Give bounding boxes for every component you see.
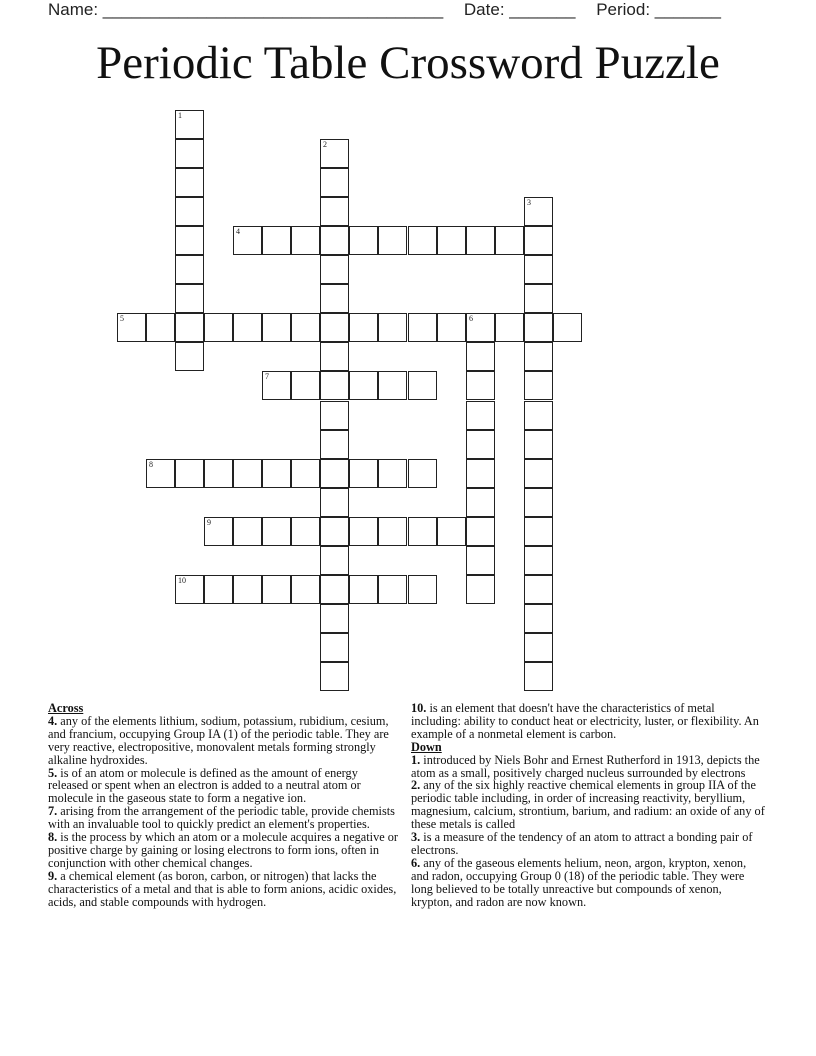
clue-across-8 (48, 831, 400, 870)
crossword-cell[interactable] (175, 197, 204, 226)
crossword-cell[interactable] (175, 139, 204, 168)
crossword-cell[interactable] (466, 401, 495, 430)
crossword-cell[interactable] (378, 371, 407, 400)
crossword-cell[interactable] (349, 226, 378, 255)
crossword-cell[interactable] (378, 517, 407, 546)
crossword-cell[interactable] (408, 459, 437, 488)
crossword-cell[interactable] (175, 284, 204, 313)
crossword-cell[interactable] (524, 488, 553, 517)
crossword-cell[interactable] (175, 313, 204, 342)
crossword-cell[interactable] (320, 139, 349, 168)
cell-number: 6 (469, 314, 473, 323)
cell-number: 10 (178, 576, 186, 585)
crossword-cell[interactable] (524, 546, 553, 575)
clue-across-5 (48, 767, 400, 806)
crossword-cell[interactable] (466, 371, 495, 400)
crossword-cell[interactable] (117, 313, 146, 342)
clue-down-1 (411, 754, 766, 780)
crossword-cell[interactable] (204, 575, 233, 604)
cell-number: 3 (527, 198, 531, 207)
crossword-cell[interactable] (175, 110, 204, 139)
page-title: Periodic Table Crossword Puzzle (96, 37, 720, 89)
clue-number: 6. (411, 855, 421, 870)
crossword-cell[interactable] (291, 517, 320, 546)
crossword-cell[interactable] (349, 313, 378, 342)
down-heading: Down (411, 739, 442, 754)
crossword-cell[interactable] (320, 459, 349, 488)
crossword-cell[interactable] (175, 226, 204, 255)
crossword-cell[interactable] (466, 517, 495, 546)
clues-right-column (411, 702, 766, 909)
crossword-cell[interactable] (524, 662, 553, 691)
clue-text: is an element that doesn't have the characteristics of metal including: ability to conduct heat or electricity, luster, or flexibility. An example of a nonmetal element is carbon. (411, 701, 759, 741)
crossword-cell[interactable] (175, 459, 204, 488)
crossword-cell[interactable] (524, 459, 553, 488)
crossword-cell[interactable] (378, 313, 407, 342)
clue-text: is a measure of the tendency of an atom to attract a bonding pair of electrons. (411, 830, 753, 857)
crossword-cell[interactable] (320, 284, 349, 313)
crossword-cell[interactable] (524, 575, 553, 604)
cell-number: 5 (120, 314, 124, 323)
crossword-cell[interactable] (291, 459, 320, 488)
crossword-cell[interactable] (408, 517, 437, 546)
crossword-cell[interactable] (524, 197, 553, 226)
date-field[interactable]: Date: _______ (463, 0, 576, 19)
crossword-cell[interactable] (291, 226, 320, 255)
clue-number: 10. (411, 701, 427, 715)
clue-down-3 (411, 831, 766, 857)
crossword-cell[interactable] (466, 313, 495, 342)
crossword-cell[interactable] (349, 459, 378, 488)
crossword-cell[interactable] (495, 313, 524, 342)
crossword-cell[interactable] (495, 226, 524, 255)
clue-number: 3. (411, 830, 421, 845)
crossword-cell[interactable] (233, 575, 262, 604)
crossword-cell[interactable] (466, 488, 495, 517)
clue-across-9 (48, 870, 400, 909)
crossword-cell[interactable] (320, 662, 349, 691)
crossword-cell[interactable] (233, 313, 262, 342)
clue-number: 1. (411, 752, 421, 767)
clue-text: is the process by which an atom or a molecule acquires a negative or positive charge by gaining or losing electrons to form ions, often in conjunction with other chemical changes. (48, 830, 399, 870)
crossword-cell[interactable] (320, 197, 349, 226)
cell-number: 4 (236, 227, 240, 236)
crossword-cell[interactable] (553, 313, 582, 342)
clue-number: 4. (48, 713, 58, 728)
clue-down-2 (411, 779, 766, 831)
crossword-cell[interactable] (524, 604, 553, 633)
crossword-cell[interactable] (320, 517, 349, 546)
crossword-cell[interactable] (204, 459, 233, 488)
crossword-cell[interactable] (408, 575, 437, 604)
crossword-cell[interactable] (466, 342, 495, 371)
crossword-cell[interactable] (378, 459, 407, 488)
clue-text: any of the elements lithium, sodium, potassium, rubidium, cesium, and francium, occupying Group IA (1) of the periodic table. They are very reactive, electropositive, monovalent metals forming strongly alkaline hydroxides. (48, 713, 389, 767)
crossword-cell[interactable] (146, 459, 175, 488)
crossword-cell[interactable] (466, 546, 495, 575)
crossword-cell[interactable] (524, 342, 553, 371)
crossword-cell[interactable] (320, 604, 349, 633)
crossword-cell[interactable] (320, 488, 349, 517)
clue-across-7 (48, 805, 400, 831)
crossword-cell[interactable] (320, 313, 349, 342)
crossword-cell[interactable] (320, 371, 349, 400)
crossword-cell[interactable] (408, 226, 437, 255)
crossword-cell[interactable] (524, 401, 553, 430)
cell-number: 7 (265, 372, 269, 381)
crossword-cell[interactable] (146, 313, 175, 342)
crossword-cell[interactable] (204, 517, 233, 546)
crossword-cell[interactable] (233, 517, 262, 546)
clue-across-4 (48, 715, 400, 767)
crossword-cell[interactable] (466, 575, 495, 604)
crossword-cell[interactable] (437, 226, 466, 255)
crossword-cell[interactable] (524, 633, 553, 662)
clues-left-column (48, 702, 400, 909)
crossword-cell[interactable] (408, 313, 437, 342)
crossword-cell[interactable] (378, 226, 407, 255)
clue-text: is of an atom or molecule is defined as the amount of energy released or spent when an electron is added to a neutral atom or molecule in the gaseous state to form a negative ion. (48, 765, 361, 806)
crossword-cell[interactable] (291, 575, 320, 604)
crossword-cell[interactable] (320, 255, 349, 284)
crossword-cell[interactable] (349, 517, 378, 546)
crossword-cell[interactable] (524, 430, 553, 459)
clue-text: introduced by Niels Bohr and Ernest Rutherford in 1913, depicts the atom as a small, positively charged nucleus surrounded by electrons (411, 752, 760, 780)
crossword-cell[interactable] (262, 517, 291, 546)
clue-down-6 (411, 857, 766, 909)
cell-number: 1 (178, 111, 182, 120)
crossword-cell[interactable] (320, 546, 349, 575)
crossword-cell[interactable] (262, 226, 291, 255)
crossword-cell[interactable] (262, 459, 291, 488)
clue-number: 7. (48, 804, 58, 819)
crossword-cell[interactable] (378, 575, 407, 604)
crossword-cell[interactable] (466, 459, 495, 488)
crossword-cell[interactable] (320, 430, 349, 459)
crossword-cell[interactable] (437, 313, 466, 342)
clue-text: arising from the arrangement of the periodic table, provide chemists with an invaluable tool to quickly predict an element's properties. (48, 804, 395, 832)
crossword-cell[interactable] (408, 371, 437, 400)
crossword-cell[interactable] (233, 459, 262, 488)
crossword-cell[interactable] (466, 430, 495, 459)
cell-number: 2 (323, 140, 327, 149)
cell-number: 9 (207, 518, 211, 527)
crossword-cell[interactable] (349, 371, 378, 400)
crossword-cell[interactable] (349, 575, 378, 604)
across-heading: Across (48, 701, 84, 715)
clue-text: any of the six highly reactive chemical elements in group IIA of the periodic table including, in order of increasing reactivity, beryllium, magnesium, calcium, strontium, barium, and radium: an oxide of any of these metals is called (411, 778, 765, 832)
clue-number: 8. (48, 830, 58, 845)
clue-text: any of the gaseous elements helium, neon, argon, krypton, xenon, and radon, occupying Group 0 (18) of the periodic table. They were long believed to be totally unreactive but compounds of xenon, krypton, and radon are now known. (411, 855, 747, 909)
crossword-cell[interactable] (320, 226, 349, 255)
crossword-cell[interactable] (524, 313, 553, 342)
crossword-cell[interactable] (524, 371, 553, 400)
crossword-cell[interactable] (175, 342, 204, 371)
crossword-cell[interactable] (175, 575, 204, 604)
crossword-cell[interactable] (524, 226, 553, 255)
crossword-cell[interactable] (291, 371, 320, 400)
crossword-cell[interactable] (437, 517, 466, 546)
clue-number: 5. (48, 765, 58, 780)
crossword-cell[interactable] (262, 313, 291, 342)
crossword-cell[interactable] (524, 255, 553, 284)
crossword-cell[interactable] (320, 633, 349, 662)
crossword-cell[interactable] (204, 313, 233, 342)
crossword-cell[interactable] (233, 226, 262, 255)
crossword-cell[interactable] (320, 168, 349, 197)
crossword-cell[interactable] (320, 575, 349, 604)
crossword-cell[interactable] (466, 226, 495, 255)
period-field[interactable]: Period: _______ (596, 0, 721, 19)
crossword-cell[interactable] (262, 371, 291, 400)
crossword-cell[interactable] (262, 575, 291, 604)
clue-number: 9. (48, 868, 58, 883)
name-field[interactable]: Name: ____________________________________ (48, 0, 444, 19)
crossword-cell[interactable] (320, 342, 349, 371)
clue-number: 2. (411, 778, 421, 793)
clue-across-10 (411, 702, 766, 741)
clue-text: a chemical element (as boron, carbon, or nitrogen) that lacks the characteristics of a metal and that is able to form anions, acidic oxides, acids, and stable compounds with hydrogen. (48, 868, 397, 909)
crossword-cell[interactable] (291, 313, 320, 342)
crossword-cell[interactable] (524, 517, 553, 546)
cell-number: 8 (149, 460, 153, 469)
crossword-cell[interactable] (175, 255, 204, 284)
crossword-cell[interactable] (175, 168, 204, 197)
crossword-cell[interactable] (524, 284, 553, 313)
crossword-cell[interactable] (320, 401, 349, 430)
